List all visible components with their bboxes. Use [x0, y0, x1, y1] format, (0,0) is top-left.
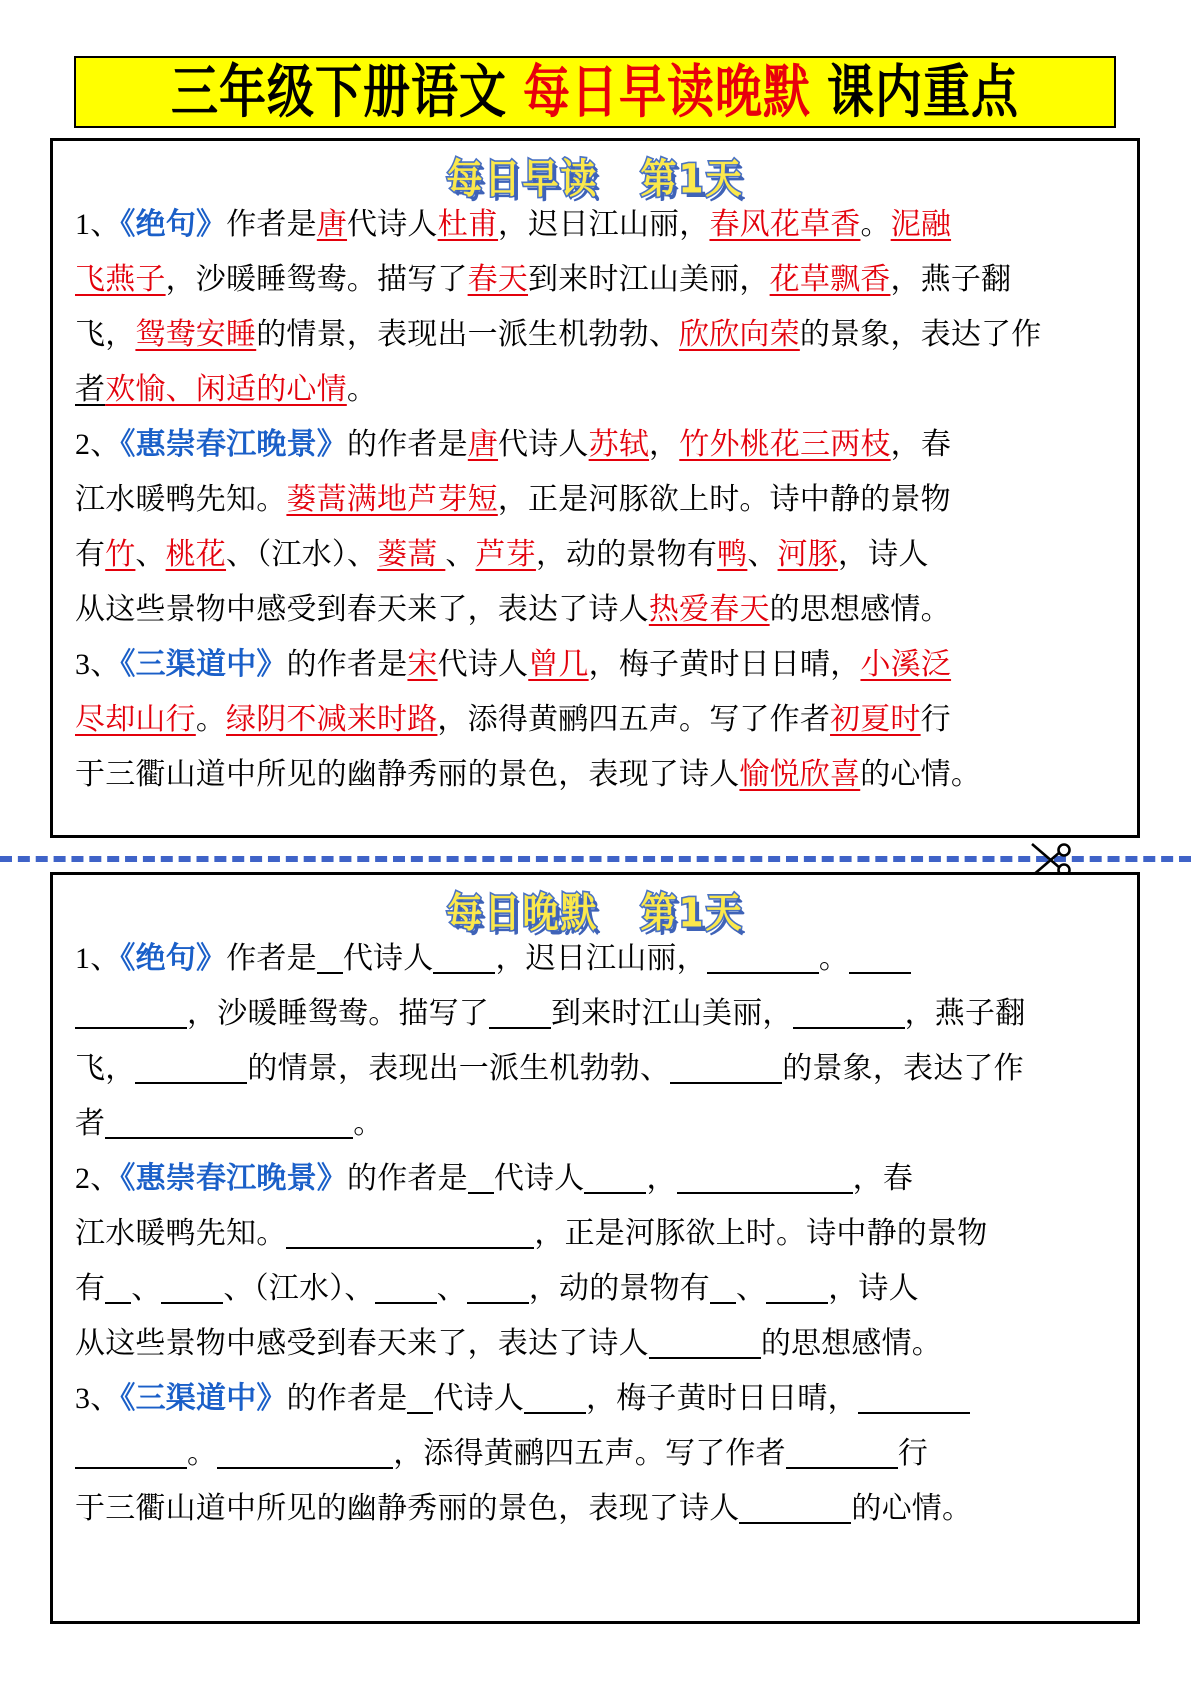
body-text: 的思想感情。 — [760, 1327, 943, 1360]
answer-blank[interactable] — [677, 1168, 853, 1194]
body-text: 。 — [818, 942, 850, 975]
page-title-suffix: 课内重点 — [827, 58, 1019, 126]
body-text: ，梅子黄时日日晴， — [588, 648, 861, 681]
text-line — [75, 637, 1115, 692]
answer-text: 竹外桃花三两枝 — [679, 428, 891, 461]
body-text: ，正是河豚欲上时。诗中静的景物 — [534, 1217, 988, 1250]
body-text: 、（江水）、 — [223, 1272, 375, 1305]
body-text: 飞， — [75, 318, 136, 351]
body-text: 作者是 — [226, 942, 317, 975]
answer-blank[interactable] — [858, 1388, 970, 1414]
answer-blank[interactable] — [766, 1278, 828, 1304]
page-title-banner — [74, 56, 1116, 128]
body-text: 有 — [75, 538, 106, 571]
answer-text: 唐 — [467, 428, 499, 461]
body-text: ，春 — [890, 428, 952, 461]
item-number: 3、 — [75, 1382, 121, 1415]
item-number: 1、 — [75, 942, 121, 975]
body-text: 的作者是 — [286, 648, 408, 681]
text-line — [75, 1096, 1115, 1151]
body-text: ，迟日江山丽， — [495, 942, 707, 975]
answer-text: 花草飘香 — [769, 263, 891, 296]
body-text: 代诗人 — [347, 208, 438, 241]
body-text: ，动的景物有 — [528, 1272, 711, 1305]
body-text: 从这些景物中感受到春天来了，表达了诗人 — [75, 1327, 649, 1360]
body-text: ， — [649, 428, 680, 461]
body-text: ，沙暖睡鸳鸯。描写了 — [165, 263, 468, 296]
body-text: ，诗人 — [837, 538, 929, 571]
text-line — [75, 1151, 1115, 1206]
body-text: 行 — [897, 1437, 929, 1470]
body-text: 行 — [920, 703, 951, 736]
body-text: ，动的景物有 — [535, 538, 718, 571]
body-text: 到来时江山美丽， — [528, 263, 770, 296]
text-line — [75, 582, 1115, 637]
body-text: 的情景，表现出一派生机勃勃、 — [247, 1052, 671, 1085]
body-text: 的景象，表达了作 — [782, 1052, 1024, 1085]
page-title-highlight: 每日早读晚默 — [523, 58, 811, 126]
section-evening-dictation — [50, 872, 1140, 1624]
cut-dashed-line — [0, 856, 1191, 864]
body-text: 。 — [195, 703, 227, 736]
morning-content — [53, 197, 1137, 802]
body-text: ，正是河豚欲上时。诗中静的景物 — [497, 483, 951, 516]
item-number: 3、 — [75, 648, 121, 681]
answer-text: 欣欣向荣 — [679, 318, 800, 351]
answer-text: 欢愉、闲适的心情 — [105, 373, 347, 406]
answer-blank[interactable] — [286, 1223, 534, 1249]
item-number: 1、 — [75, 208, 121, 241]
answer-text: 热爱春天 — [648, 593, 770, 626]
section-morning-header — [53, 141, 1137, 203]
body-text: 的作者是 — [347, 428, 468, 461]
section-evening-header-day: 第1天 — [640, 890, 744, 937]
answer-blank[interactable] — [468, 1168, 494, 1194]
body-text: ，诗人 — [828, 1272, 919, 1305]
body-text: 、 — [131, 1272, 162, 1305]
answer-text: 芦芽 — [475, 538, 536, 571]
body-text: 的景象，表达了作 — [799, 318, 1042, 351]
text-line — [75, 362, 1115, 417]
body-text: 的心情。 — [860, 758, 982, 791]
answer-blank[interactable] — [739, 1498, 851, 1524]
body-text: 到来时江山美丽， — [551, 997, 793, 1030]
section-morning-reading — [50, 138, 1140, 838]
answer-text: 鸭 — [717, 538, 748, 571]
answer-blank[interactable] — [524, 1388, 586, 1414]
answer-text: 河豚 — [777, 538, 838, 571]
body-text: ，燕子翻 — [904, 997, 1026, 1030]
body-text: 。 — [346, 373, 378, 406]
text-line — [75, 1481, 1115, 1536]
body-text: 代诗人 — [498, 428, 589, 461]
answer-text: 曾几 — [528, 648, 589, 681]
body-text: ，沙暖睡鸳鸯。描写了 — [187, 997, 489, 1030]
body-text: 江水暖鸭先知。 — [75, 1217, 287, 1250]
answer-text: 鸳鸯安睡 — [135, 318, 257, 351]
answer-blank[interactable] — [670, 1058, 782, 1084]
body-text: ，添得黄鹂四五声。写了作者 — [437, 703, 831, 736]
answer-text: 蒌蒿 — [377, 538, 446, 571]
text-line — [75, 1316, 1115, 1371]
answer-blank[interactable] — [105, 1278, 131, 1304]
answer-text: 绿阴不减来时路 — [226, 703, 438, 736]
body-text: 、 — [747, 538, 778, 571]
text-line — [75, 1371, 1115, 1426]
section-morning-header-day: 第1天 — [640, 156, 744, 203]
body-text: 有 — [75, 1272, 106, 1305]
body-text: 代诗人 — [433, 1382, 525, 1415]
answer-text: 杜甫 — [437, 208, 499, 241]
answer-blank[interactable] — [161, 1278, 223, 1304]
answer-text: 春天 — [467, 263, 529, 296]
answer-text: 泥融 — [890, 208, 952, 241]
answer-blank[interactable] — [649, 1333, 761, 1359]
body-text: ，迟日江山丽， — [498, 208, 710, 241]
body-text: ，梅子黄时日日晴， — [586, 1382, 858, 1415]
body-text: 作者是 — [226, 208, 317, 241]
text-line — [75, 931, 1115, 986]
text-line — [75, 986, 1115, 1041]
answer-blank[interactable] — [433, 948, 495, 974]
answer-blank[interactable] — [467, 1278, 529, 1304]
body-text: 、 — [135, 538, 166, 571]
text-line — [75, 197, 1115, 252]
section-morning-header-title: 每日早读 — [446, 156, 599, 203]
answer-blank[interactable] — [375, 1278, 437, 1304]
body-text: 从这些景物中感受到春天来了，表达了诗人 — [75, 593, 649, 626]
answer-text: 尽却山行 — [75, 703, 196, 736]
section-evening-header — [53, 875, 1137, 937]
answer-blank[interactable] — [849, 948, 911, 974]
page-title-subject: 三年级下册语文 — [171, 58, 507, 126]
text-line — [75, 252, 1115, 307]
item-number: 2、 — [75, 1162, 121, 1195]
body-text: 、 — [445, 538, 476, 571]
body-text: 。 — [187, 1437, 218, 1470]
answer-blank[interactable] — [317, 948, 343, 974]
answer-blank[interactable] — [584, 1168, 646, 1194]
item-number: 2、 — [75, 428, 121, 461]
body-text: 于三衢山道中所见的幽静秀丽的景色，表现了诗人 — [75, 1492, 740, 1525]
text-line — [75, 307, 1115, 362]
body-text: 代诗人 — [342, 942, 434, 975]
body-text: 代诗人 — [493, 1162, 585, 1195]
answer-blank[interactable] — [407, 1388, 433, 1414]
answer-text: 春风花草香 — [709, 208, 861, 241]
poem-title: 《惠崇春江晚景》 — [120, 428, 348, 461]
answer-blank[interactable] — [707, 948, 819, 974]
text-line — [75, 417, 1115, 472]
answer-text: 初夏时 — [830, 703, 921, 736]
answer-blank[interactable] — [75, 1443, 187, 1469]
answer-blank[interactable] — [105, 1113, 353, 1139]
body-text: 的作者是 — [286, 1382, 408, 1415]
text-line — [75, 1426, 1115, 1481]
body-text: 。 — [860, 208, 891, 241]
body-text: ，添得黄鹂四五声。写了作者 — [393, 1437, 786, 1470]
text-line — [75, 472, 1115, 527]
answer-text: 苏轼 — [588, 428, 650, 461]
body-text: 、 — [436, 1272, 467, 1305]
body-text: 、（江水）、 — [226, 538, 378, 571]
answer-blank[interactable] — [135, 1058, 247, 1084]
body-text: ， — [646, 1162, 677, 1195]
text-line — [75, 527, 1115, 582]
poem-title: 《绝句》 — [120, 942, 227, 975]
text-line — [75, 747, 1115, 802]
body-text: ，燕子翻 — [890, 263, 1012, 296]
body-text: 。 — [353, 1107, 384, 1140]
poem-title: 《绝句》 — [120, 208, 227, 241]
body-text: 的心情。 — [851, 1492, 973, 1525]
body-text: 代诗人 — [437, 648, 529, 681]
answer-blank[interactable] — [793, 1003, 905, 1029]
answer-blank[interactable] — [217, 1443, 393, 1469]
poem-title: 《惠崇春江晚景》 — [120, 1162, 348, 1195]
answer-text: 蒌蒿满地芦芽短 — [286, 483, 498, 516]
answer-text: 小溪泛 — [860, 648, 952, 681]
poem-title: 《三渠道中》 — [120, 648, 287, 681]
body-text: 的思想感情。 — [769, 593, 951, 626]
body-text: 的情景，表现出一派生机勃勃、 — [256, 318, 680, 351]
body-text: 的作者是 — [347, 1162, 468, 1195]
body-text: ，春 — [852, 1162, 914, 1195]
answer-text: 唐 — [316, 208, 348, 241]
body-text: 、 — [736, 1272, 767, 1305]
evening-content — [53, 931, 1137, 1536]
body-text: 于三衢山道中所见的幽静秀丽的景色，表现了诗人 — [75, 758, 740, 791]
body-text: 者 — [75, 373, 106, 406]
answer-text: 飞燕子 — [75, 263, 166, 296]
answer-blank[interactable] — [786, 1443, 898, 1469]
body-text: 江水暖鸭先知。 — [75, 483, 287, 516]
body-text: 飞， — [75, 1052, 136, 1085]
answer-text: 宋 — [407, 648, 438, 681]
answer-text: 愉悦欣喜 — [739, 758, 861, 791]
answer-blank[interactable] — [710, 1278, 736, 1304]
section-evening-header-title: 每日晚默 — [446, 890, 599, 937]
poem-title: 《三渠道中》 — [120, 1382, 287, 1415]
answer-text: 桃花 — [165, 538, 227, 571]
text-line — [75, 1261, 1115, 1316]
text-line — [75, 1041, 1115, 1096]
text-line — [75, 1206, 1115, 1261]
answer-blank[interactable] — [75, 1003, 187, 1029]
answer-text: 竹 — [105, 538, 136, 571]
body-text: 者 — [75, 1107, 106, 1140]
answer-blank[interactable] — [489, 1003, 551, 1029]
text-line — [75, 692, 1115, 747]
